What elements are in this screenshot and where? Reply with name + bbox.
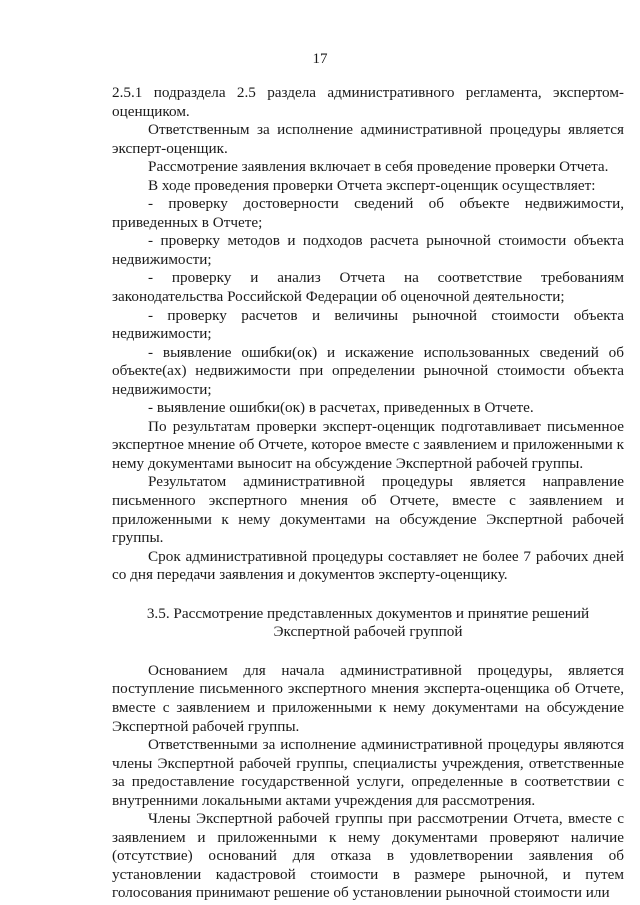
paragraph-procedure-result: Результатом административной процедуры является направление письменного экспертного мнения об Отчете, вместе с заявлением и приложенными к нему документами на обсуждение Экспертной рабочей группы. bbox=[112, 473, 624, 547]
paragraph-basis: Основанием для начала административной процедуры, является поступление письменного экспертного мнения эксперта-оценщика об Отчете, вместе с заявлением и приложенными к нему документами на обсуждение Экспертной рабочей группы. bbox=[112, 661, 624, 735]
list-item: - проверку и анализ Отчета на соответствие требованиям законодательства Российской Федерации об оценочной деятельности; bbox=[112, 269, 624, 306]
page-number: 17 bbox=[312, 51, 328, 67]
paragraph-review-includes: Рассмотрение заявления включает в себя проведение проверки Отчета. bbox=[148, 158, 609, 176]
section-heading bbox=[112, 605, 624, 642]
list-item: - проверку методов и подходов расчета рыночной стоимости объекта недвижимости; bbox=[112, 232, 624, 268]
paragraph-members-review: Члены Экспертной рабочей группы при рассмотрении Отчета, вместе с заявлением и приложенными к нему документами проверяют наличие (отсутствие) оснований для отказа в удовлетворении заявления об установлении кадастровой стоимости в размере рыночной, и путем голосования принимают решение об установлении рыночной стоимости или bbox=[112, 810, 624, 902]
list-item: - проверку расчетов и величины рыночной стоимости объекта недвижимости; bbox=[112, 306, 624, 343]
list-item: - выявление ошибки(ок) и искажение использованных сведений об объекте(ах) недвижимости при определении рыночной стоимости объекта недвижимости; bbox=[112, 343, 624, 398]
list-item: - проверку достоверности сведений об объекте недвижимости, приведенных в Отчете; bbox=[112, 195, 624, 231]
document-body bbox=[112, 84, 624, 903]
paragraph-continuation: 2.5.1 подраздела 2.5 раздела административного регламента, экспертом-оценщиком. bbox=[112, 84, 624, 120]
section-heading-line: Экспертной рабочей группой bbox=[273, 623, 463, 641]
paragraph-check-intro: В ходе проведения проверки Отчета эксперт-оценщик осуществляет: bbox=[148, 176, 596, 194]
list-item: - выявление ошибки(ок) в расчетах, приведенных в Отчете. bbox=[148, 399, 534, 417]
paragraph-check-results: По результатам проверки эксперт-оценщик подготавливает письменное экспертное мнение об Отчете, которое вместе с заявлением и приложенными к нему документами выносит на обсуждение Экспертной рабочей группы. bbox=[112, 417, 624, 472]
paragraph-responsible-members: Ответственными за исполнение административной процедуры являются члены Экспертной рабочей группы, специалисты учреждения, ответственные за предоставление государственной услуги, определенные в соответствии с внутренними локальными актами учреждения для рассмотрения. bbox=[112, 736, 624, 809]
paragraph-procedure-term: Срок административной процедуры составляет не более 7 рабочих дней со дня передачи заявления и документов эксперту-оценщику. bbox=[112, 547, 624, 584]
paragraph-responsible: Ответственным за исполнение административной процедуры является эксперт-оценщик. bbox=[112, 121, 624, 157]
section-heading-line: 3.5. Рассмотрение представленных документов и принятие решений bbox=[146, 604, 590, 622]
